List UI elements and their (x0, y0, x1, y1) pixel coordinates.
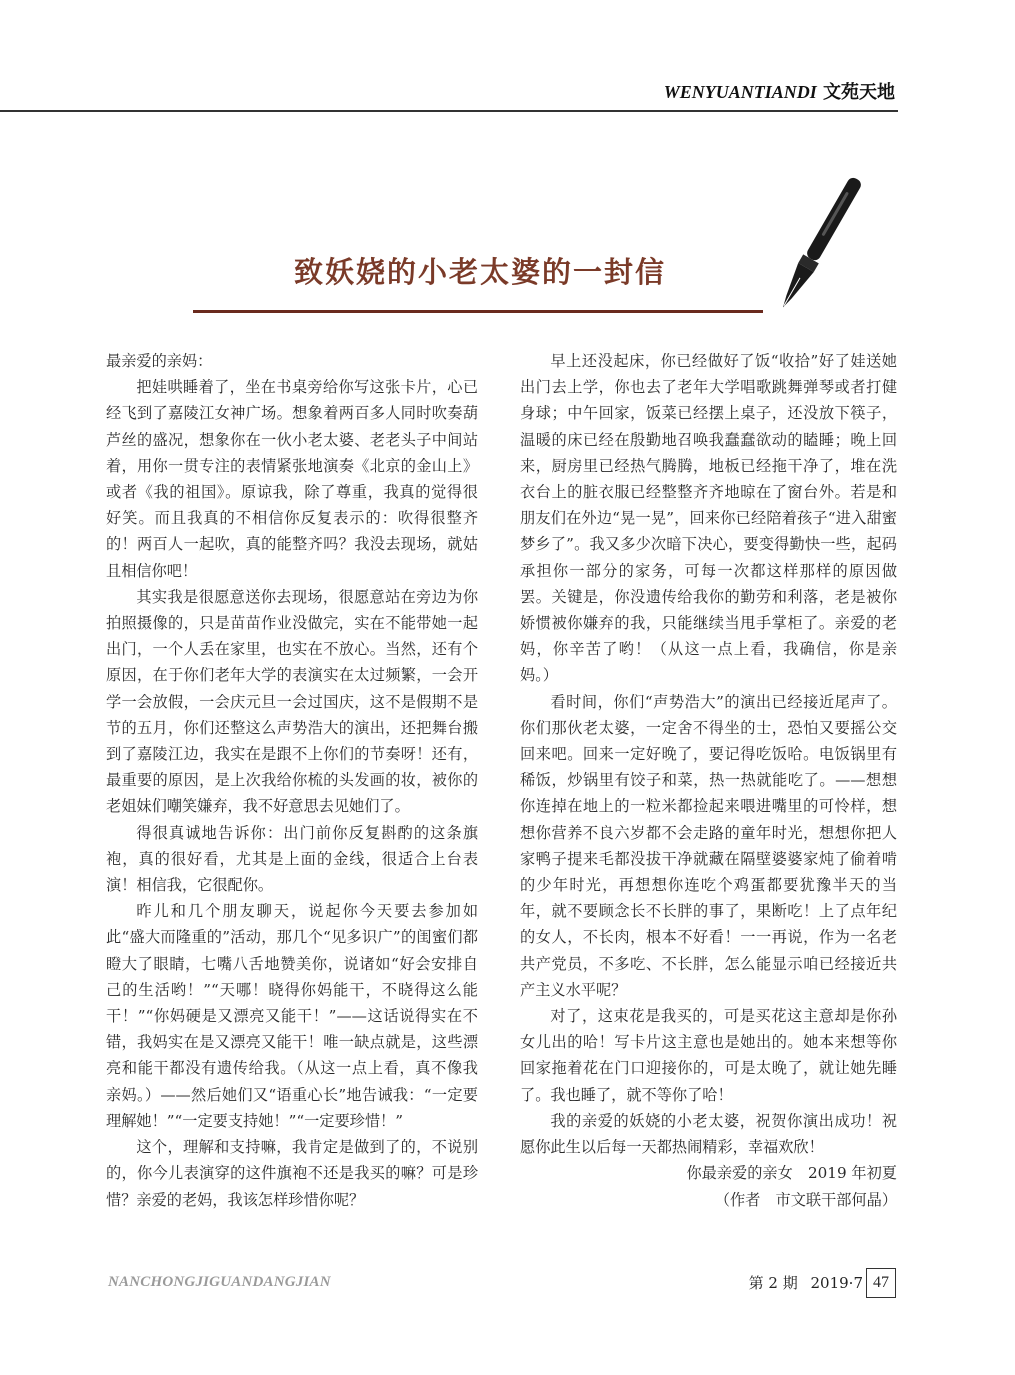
issue-info (741, 1272, 863, 1293)
paragraph: 早上还没起床，你已经做好了饭“收拾”好了娃送她出门去上学，你也去了老年大学唱歌跳舞弹琴或者打健身球；中午回家，饭菜已经摆上桌子，还没放下筷子，温暖的床已经在殷勤地召唤我蠢蠢欲动的瞌睡；晚上回来，厨房里已经热气腾腾，地板已经拖干净了，堆在洗衣台上的脏衣服已经整整齐齐地晾在了窗台外。若是和朋友们在外边“晃一晃”，回来你已经陪着孩子“进入甜蜜梦乡了”。我又多少次暗下决心，要变得勤快一些，起码承担你一部分的家务，可每一次都这样那样的原因做罢。关键是，你没遗传给我你的勤劳和利落，老是被你娇惯被你嫌弃的我，只能继续当甩手掌柜了。亲爱的老妈，你辛苦了哟！（从这一点上看，我确信，你是亲妈。） (520, 352, 897, 685)
paragraph: 昨儿和几个朋友聊天，说起你今天要去参加如此“盛大而隆重的”活动，那几个“见多识广”的闺蜜们都瞪大了眼睛，七嘴八舌地赞美你，说诸如“好会安排自己的生活哟！”“天哪！晓得你妈能干，不晓得这么能干！”“你妈硬是又漂亮又能干！”——这话说得实在不错，我妈实在是又漂亮又能干！唯一缺点就是，这些漂亮和能干都没有遗传给我。（从这一点上看，真不像我亲妈。）——然后她们又“语重心长”地告诫我：“一定要理解她！”“一定要支持她！”“一定要珍惜！” (106, 902, 478, 1130)
paragraph: 这个，理解和支持嘛，我肯定是做到了的，不说别的，你今儿表演穿的这件旗袍不还是我买的嘛？可是珍惜？亲爱的老妈，我该怎样珍惜你呢？ (106, 1138, 478, 1209)
signature: 你最亲爱的亲女 2019 年初夏 (686, 1164, 897, 1183)
paragraph: 得很真诚地告诉你：出门前你反复斟酌的这条旗袍，真的很好看，尤其是上面的金线，很适合上台表演！相信我，它很配你。 (106, 823, 478, 895)
section-name-cn: 文苑天地 (823, 82, 895, 103)
issue-number: 第 2 期 (748, 1274, 798, 1292)
header-rule (0, 110, 898, 112)
paragraph: 我的亲爱的妖娆的小老太婆，祝贺你演出成功！祝愿你此生以后每一天都热闹精彩，幸福欢欣！ (520, 1111, 897, 1157)
paragraph: 其实我是很愿意送你去现场，很愿意站在旁边为你拍照摄像的，只是苗苗作业没做完，实在不能带她一起出门，一个人丢在家里，也实在不放心。当然，还有个原因，在于你们老年大学的表演实在太过频繁，一会开学一会放假，一会庆元旦一会过国庆，这不是假期不是节的五月，你们还整这么声势浩大的演出，还把舞台搬到了嘉陵江边，我实在是跟不上你们的节奏呀！还有，最重要的原因，是上次我给你梳的头发画的妆，被你的老姐妹们嘲笑嫌弃，我不好意思去见她们了。 (106, 587, 478, 816)
paragraph: 把娃哄睡着了，坐在书桌旁给你写这张卡片，心已经飞到了嘉陵江女神广场。想象着两百多人同时吹奏葫芦丝的盛况，想象你在一伙小老太婆、老老头子中间站着，用你一贯专注的表情紧张地演奏《北京的金山上》或者《我的祖国》。原谅我，除了尊重，我真的觉得很好笑。而且我真的不相信你反复表示的：吹得很整齐的！两百人一起吹，真的能整齐吗？我没去现场，就姑且相信你吧！ (106, 378, 478, 580)
article-title: 致妖娆的小老太婆的一封信 (293, 255, 666, 289)
salutation: 最亲爱的亲妈： (106, 352, 213, 370)
left-column (106, 348, 478, 1213)
author-note: （作者 市文联干部何晶） (714, 1190, 897, 1209)
fountain-pen-icon (770, 165, 868, 325)
section-header (664, 78, 895, 104)
paragraph: 看时间，你们“声势浩大”的演出已经接近尾声了。你们那伙老太婆，一定舍不得坐的士，恐怕又要摇公交回来吧。回来一定好晚了，要记得吃饭哈。电饭锅里有稀饭，炒锅里有饺子和菜，热一热就能吃了。——想想你连掉在地上的一粒米都捡起来喂进嘴里的可怜样，想想你营养不良六岁都不会走路的童年时光，想想你把人家鸭子提来毛都没拔干净就藏在隔壁婆婆家炖了偷着啃的少年时光，再想想你连吃个鸡蛋都要犹豫半天的当年，就不要顾念长不长胖的事了，果断吃！上了点年纪的女人，不长肉，根本不好看！一一再说，作为一名老共产党员，不多吃、不长胖，怎么能显示咱已经接近共产主义水平呢？ (520, 692, 897, 999)
paragraph: 对了，这束花是我买的，可是买花这主意却是你孙女儿出的哈！写卡片这主意也是她出的。她本来想等你回家拖着花在门口迎接你的，可是太晚了，就让她先睡了。我也睡了，就不等你了哈！ (520, 1007, 897, 1104)
right-column (520, 348, 897, 1213)
page-number: 47 (866, 1268, 896, 1298)
section-name-en: WENYUANTIANDI (663, 82, 817, 102)
issue-date: 2019·7 (810, 1274, 863, 1292)
title-underline (193, 310, 763, 313)
magazine-name: NANCHONGJIGUANDANGJIAN (108, 1274, 331, 1290)
